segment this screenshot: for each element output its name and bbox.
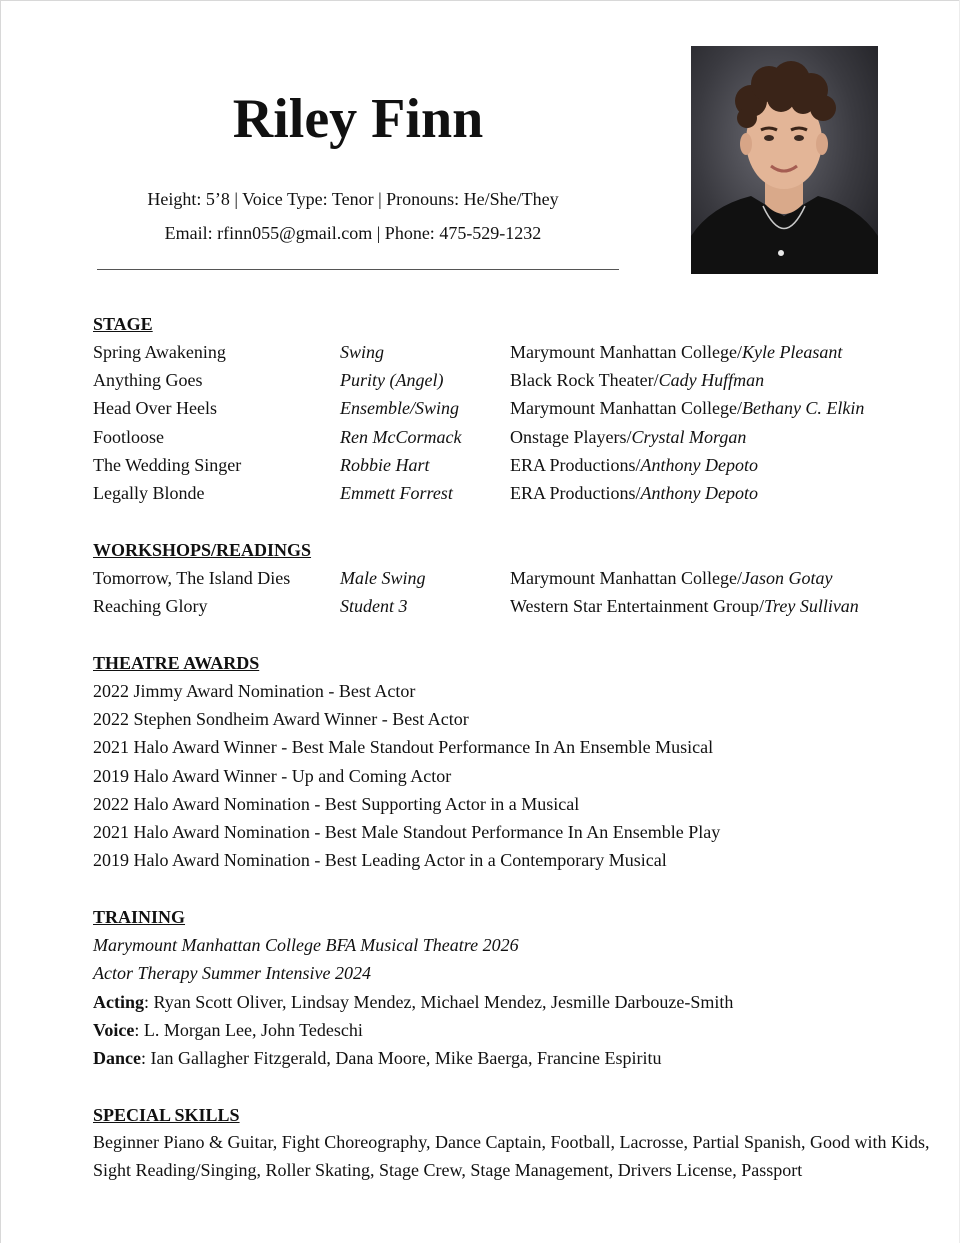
headshot-photo	[691, 46, 878, 274]
award-item: 2022 Stephen Sondheim Award Winner - Best Actor	[93, 709, 469, 729]
teachers-names: : Ryan Scott Oliver, Lindsay Mendez, Michael Mendez, Jesmille Darbouze-Smith	[144, 992, 734, 1012]
role: Purity (Angel)	[340, 370, 444, 390]
company: Black Rock Theater/	[510, 370, 659, 390]
skills-text: Beginner Piano & Guitar, Fight Choreography, Dance Captain, Football, Lacrosse, Partial Spanish, Good with Kids, Sight Reading/Singing, Roller Skating, Stage Crew, Stage Management, Drivers License, Passport	[93, 1132, 930, 1180]
company: ERA Productions/	[510, 455, 641, 475]
header-divider	[97, 269, 619, 270]
award-item: 2022 Halo Award Nomination - Best Supporting Actor in a Musical	[93, 794, 580, 814]
show-title: Reaching Glory	[93, 596, 208, 616]
show-title: The Wedding Singer	[93, 455, 242, 475]
company: Marymount Manhattan College/	[510, 398, 742, 418]
training-program: Actor Therapy Summer Intensive 2024	[93, 963, 371, 983]
role: Ensemble/Swing	[340, 398, 459, 418]
director: Jason Gotay	[741, 568, 833, 588]
performer-name: Riley Finn	[232, 88, 484, 150]
award-item: 2019 Halo Award Winner - Up and Coming Actor	[93, 766, 452, 786]
workshops-section-title: WORKSHOPS/READINGS	[93, 540, 312, 560]
award-item: 2019 Halo Award Nomination - Best Leading Actor in a Contemporary Musical	[93, 850, 667, 870]
role: Swing	[340, 342, 385, 362]
teachers-label: Acting	[93, 992, 144, 1012]
skills-section-title: SPECIAL SKILLS	[93, 1105, 240, 1125]
company-director	[510, 426, 746, 448]
company-director	[510, 454, 758, 476]
teachers-names: : Ian Gallagher Fitzgerald, Dana Moore, Mike Baerga, Francine Espiritu	[141, 1048, 662, 1068]
teachers-voice	[93, 1019, 363, 1041]
teachers-label: Dance	[93, 1048, 141, 1068]
role: Emmett Forrest	[340, 483, 453, 503]
director: Kyle Pleasant	[741, 342, 843, 362]
training-program: Marymount Manhattan College BFA Musical Theatre 2026	[93, 935, 519, 955]
company: Western Star Entertainment Group/	[510, 596, 764, 616]
director: Bethany C. Elkin	[741, 398, 865, 418]
headshot-illustration	[691, 46, 878, 274]
stats-line: Height: 5’8 | Voice Type: Tenor | Pronouns: He/She/They	[147, 189, 559, 209]
show-title: Anything Goes	[93, 370, 203, 390]
company-director	[510, 567, 832, 589]
company-director	[510, 341, 842, 363]
company: Marymount Manhattan College/	[510, 342, 742, 362]
teachers-names: : L. Morgan Lee, John Tedeschi	[134, 1020, 363, 1040]
stage-section-title: STAGE	[93, 314, 153, 334]
director: Cady Huffman	[658, 370, 765, 390]
company: ERA Productions/	[510, 483, 641, 503]
company-director	[510, 482, 758, 504]
award-item: 2021 Halo Award Nomination - Best Male Standout Performance In An Ensemble Play	[93, 822, 721, 842]
company-director	[510, 595, 859, 617]
director: Trey Sullivan	[763, 596, 859, 616]
show-title: Footloose	[93, 427, 165, 447]
show-title: Tomorrow, The Island Dies	[93, 568, 291, 588]
awards-section-title: THEATRE AWARDS	[93, 653, 260, 673]
award-item: 2022 Jimmy Award Nomination - Best Actor	[93, 681, 416, 701]
show-title: Legally Blonde	[93, 483, 205, 503]
contact-line: Email: rfinn055@gmail.com | Phone: 475-529-1232	[164, 223, 542, 243]
director: Crystal Morgan	[631, 427, 747, 447]
role: Student 3	[340, 596, 408, 616]
company: Onstage Players/	[510, 427, 632, 447]
award-item: 2021 Halo Award Winner - Best Male Standout Performance In An Ensemble Musical	[93, 737, 714, 757]
teachers-dance	[93, 1047, 662, 1069]
company-director	[510, 397, 864, 419]
teachers-acting	[93, 991, 733, 1013]
director: Anthony Depoto	[640, 455, 758, 475]
company-director	[510, 369, 764, 391]
role: Ren McCormack	[340, 427, 462, 447]
role: Robbie Hart	[340, 455, 430, 475]
role: Male Swing	[340, 568, 426, 588]
teachers-label: Voice	[93, 1020, 135, 1040]
company: Marymount Manhattan College/	[510, 568, 742, 588]
training-section-title: TRAINING	[93, 907, 186, 927]
show-title: Spring Awakening	[93, 342, 226, 362]
director: Anthony Depoto	[640, 483, 758, 503]
show-title: Head Over Heels	[93, 398, 217, 418]
